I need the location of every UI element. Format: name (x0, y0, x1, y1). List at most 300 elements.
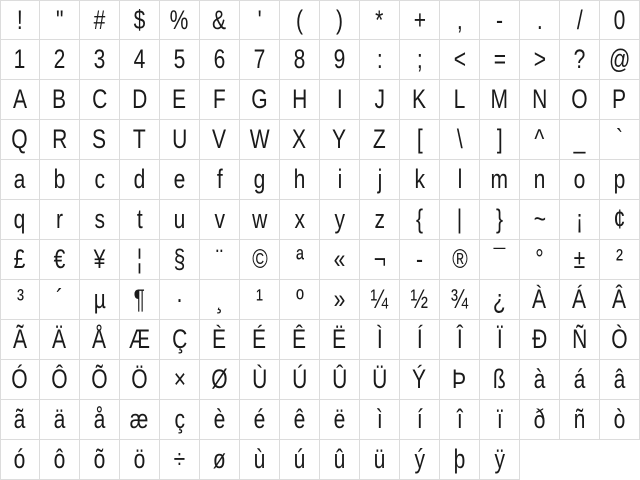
glyph-cell[interactable] (280, 200, 320, 240)
glyph: é (253, 404, 266, 434)
glyph: ù (253, 444, 266, 474)
glyph-cell[interactable] (0, 320, 40, 360)
glyph-cell[interactable] (160, 120, 200, 160)
glyph-cell[interactable] (240, 200, 280, 240)
glyph-cell[interactable] (160, 160, 200, 200)
glyph-cell[interactable] (280, 80, 320, 120)
glyph: ë (333, 404, 346, 434)
glyph-cell[interactable] (600, 200, 640, 240)
glyph-cell[interactable] (440, 400, 480, 440)
glyph-cell[interactable] (200, 160, 240, 200)
glyph-cell[interactable] (160, 400, 200, 440)
glyph-cell[interactable] (480, 200, 520, 240)
glyph-cell[interactable] (480, 240, 520, 280)
glyph-cell[interactable] (200, 240, 240, 280)
glyph-cell[interactable] (120, 280, 160, 320)
glyph-cell[interactable] (520, 160, 560, 200)
glyph-cell[interactable] (360, 200, 400, 240)
glyph: 6 (213, 44, 226, 74)
glyph: ú (293, 444, 306, 474)
glyph-cell[interactable] (520, 80, 560, 120)
glyph: E (172, 84, 187, 114)
glyph-cell[interactable] (400, 440, 440, 480)
glyph-cell[interactable] (40, 200, 80, 240)
glyph-cell[interactable] (0, 40, 40, 80)
glyph-cell[interactable] (120, 320, 160, 360)
glyph-cell[interactable] (40, 120, 80, 160)
glyph-cell[interactable] (240, 400, 280, 440)
glyph-cell[interactable] (560, 320, 600, 360)
glyph: ¡ (575, 204, 584, 234)
glyph: × (173, 364, 186, 394)
glyph-cell[interactable] (520, 360, 560, 400)
glyph-cell[interactable] (280, 160, 320, 200)
glyph-cell[interactable] (320, 160, 360, 200)
glyph: ( (295, 5, 304, 35)
glyph: e (173, 164, 186, 194)
glyph-cell[interactable] (200, 40, 240, 80)
empty-area (520, 440, 640, 480)
glyph-cell[interactable] (120, 240, 160, 280)
glyph-cell[interactable] (200, 400, 240, 440)
glyph: I (336, 84, 343, 114)
glyph-cell[interactable] (600, 280, 640, 320)
glyph-cell[interactable] (280, 40, 320, 80)
glyph: x (294, 204, 305, 234)
glyph: Ë (332, 324, 347, 354)
glyph-cell[interactable] (200, 320, 240, 360)
glyph-cell[interactable] (280, 360, 320, 400)
glyph: * (375, 5, 384, 35)
glyph-cell[interactable] (240, 120, 280, 160)
glyph-cell[interactable] (360, 80, 400, 120)
glyph: G (251, 84, 268, 114)
glyph: £ (14, 244, 26, 274)
glyph-cell[interactable] (440, 360, 480, 400)
glyph: Ä (52, 324, 67, 354)
glyph: 1 (14, 44, 26, 74)
glyph-cell[interactable] (240, 40, 280, 80)
glyph: u (173, 204, 186, 234)
glyph-cell[interactable] (480, 80, 520, 120)
glyph-cell[interactable] (240, 160, 280, 200)
glyph-cell[interactable] (40, 240, 80, 280)
glyph-cell[interactable] (320, 440, 360, 480)
glyph: t (136, 204, 143, 234)
glyph: õ (93, 444, 106, 474)
glyph-cell[interactable] (560, 80, 600, 120)
glyph: { (415, 204, 424, 234)
glyph-cell[interactable] (160, 360, 200, 400)
glyph-cell[interactable] (480, 360, 520, 400)
glyph-cell[interactable] (600, 80, 640, 120)
glyph-cell[interactable] (600, 120, 640, 160)
glyph: b (53, 164, 66, 194)
glyph-cell[interactable] (320, 400, 360, 440)
glyph: m (490, 164, 509, 194)
glyph-cell[interactable] (40, 40, 80, 80)
glyph-cell[interactable] (320, 360, 360, 400)
glyph-cell[interactable] (360, 40, 400, 80)
glyph: @ (608, 44, 631, 74)
glyph-cell[interactable] (120, 120, 160, 160)
glyph: Ç (171, 324, 188, 354)
glyph-cell[interactable] (560, 160, 600, 200)
glyph-cell[interactable] (40, 400, 80, 440)
glyph: ¿ (493, 284, 506, 314)
glyph-cell[interactable] (440, 120, 480, 160)
glyph: : (376, 44, 383, 74)
glyph-cell[interactable] (560, 280, 600, 320)
glyph-cell[interactable] (560, 400, 600, 440)
glyph-cell[interactable] (440, 280, 480, 320)
glyph-cell[interactable] (120, 160, 160, 200)
glyph-cell[interactable] (80, 320, 120, 360)
glyph: ¬ (373, 244, 386, 274)
glyph-cell[interactable] (240, 80, 280, 120)
glyph: w (251, 204, 268, 234)
glyph-cell[interactable] (400, 400, 440, 440)
glyph: ´ (55, 284, 64, 314)
glyph-cell[interactable] (280, 440, 320, 480)
glyph-cell[interactable] (0, 280, 40, 320)
glyph: M (490, 84, 509, 114)
glyph-cell[interactable] (240, 240, 280, 280)
glyph-cell[interactable] (40, 160, 80, 200)
glyph: ¸ (215, 284, 224, 314)
glyph-cell[interactable] (360, 440, 400, 480)
glyph: 2 (53, 44, 66, 74)
glyph-row (0, 400, 640, 440)
glyph: l (457, 164, 462, 194)
glyph: ð (533, 404, 546, 434)
glyph-cell[interactable] (200, 0, 240, 40)
glyph: ¹ (255, 284, 264, 314)
glyph-cell[interactable] (520, 320, 560, 360)
glyph-cell[interactable] (320, 280, 360, 320)
glyph-cell[interactable] (440, 200, 480, 240)
glyph-cell[interactable] (600, 400, 640, 440)
glyph-cell[interactable] (480, 400, 520, 440)
glyph-cell[interactable] (200, 440, 240, 480)
glyph-cell[interactable] (360, 240, 400, 280)
glyph: ¼ (370, 284, 389, 314)
glyph: ¨ (215, 244, 224, 274)
glyph: q (14, 204, 26, 234)
glyph: Ì (376, 324, 383, 354)
glyph-cell[interactable] (400, 240, 440, 280)
glyph: º (295, 284, 304, 314)
glyph-cell[interactable] (560, 360, 600, 400)
glyph: ' (257, 5, 262, 35)
glyph-cell[interactable] (80, 120, 120, 160)
glyph-cell[interactable] (0, 200, 40, 240)
glyph: " (55, 5, 64, 35)
glyph-cell[interactable] (320, 80, 360, 120)
glyph-cell[interactable] (560, 40, 600, 80)
glyph: » (333, 284, 346, 314)
glyph-cell[interactable] (160, 280, 200, 320)
glyph: B (52, 84, 67, 114)
glyph-cell[interactable] (120, 80, 160, 120)
glyph-cell[interactable] (40, 360, 80, 400)
glyph: Ê (292, 324, 307, 354)
glyph: 8 (293, 44, 306, 74)
glyph: ® (451, 244, 468, 274)
glyph-cell[interactable] (600, 320, 640, 360)
glyph-cell[interactable] (520, 240, 560, 280)
glyph: È (212, 324, 227, 354)
glyph-cell[interactable] (400, 160, 440, 200)
glyph: ï (496, 404, 503, 434)
glyph: ñ (573, 404, 586, 434)
glyph-cell[interactable] (400, 40, 440, 80)
glyph-cell[interactable] (200, 80, 240, 120)
glyph: T (133, 124, 146, 154)
glyph-cell[interactable] (320, 240, 360, 280)
glyph-cell[interactable] (80, 200, 120, 240)
glyph-cell[interactable] (520, 280, 560, 320)
glyph: ã (14, 404, 26, 434)
glyph-cell[interactable] (400, 320, 440, 360)
glyph-cell[interactable] (520, 200, 560, 240)
glyph-row (0, 280, 640, 320)
glyph-cell[interactable] (160, 440, 200, 480)
glyph: 4 (133, 44, 146, 74)
glyph-cell[interactable] (0, 160, 40, 200)
glyph: k (414, 164, 425, 194)
glyph-cell[interactable] (320, 320, 360, 360)
glyph-cell[interactable] (480, 120, 520, 160)
glyph-cell[interactable] (320, 200, 360, 240)
glyph: ° (535, 244, 544, 274)
glyph-cell[interactable] (240, 440, 280, 480)
glyph-cell[interactable] (360, 400, 400, 440)
glyph: µ (93, 284, 106, 314)
glyph-cell[interactable] (120, 200, 160, 240)
glyph-cell[interactable] (160, 240, 200, 280)
glyph-cell[interactable] (80, 240, 120, 280)
glyph-cell[interactable] (0, 240, 40, 280)
glyph-cell[interactable] (280, 280, 320, 320)
glyph: ? (573, 44, 586, 74)
glyph: û (333, 444, 346, 474)
glyph: Õ (91, 364, 108, 394)
glyph-cell[interactable] (480, 40, 520, 80)
glyph-cell[interactable] (80, 0, 120, 40)
glyph-cell[interactable] (400, 120, 440, 160)
glyph-cell[interactable] (480, 440, 520, 480)
glyph-cell[interactable] (400, 280, 440, 320)
glyph-cell[interactable] (600, 160, 640, 200)
glyph-cell[interactable] (80, 360, 120, 400)
glyph-cell[interactable] (400, 200, 440, 240)
glyph-cell[interactable] (120, 400, 160, 440)
glyph-cell[interactable] (200, 120, 240, 160)
glyph-cell[interactable] (120, 40, 160, 80)
glyph: · (175, 284, 184, 314)
glyph: ý (414, 444, 425, 474)
glyph-cell[interactable] (440, 320, 480, 360)
glyph-cell[interactable] (480, 160, 520, 200)
glyph-cell[interactable] (40, 280, 80, 320)
glyph: ó (14, 444, 26, 474)
glyph-cell[interactable] (440, 80, 480, 120)
glyph-cell[interactable] (480, 280, 520, 320)
glyph-cell[interactable] (520, 40, 560, 80)
glyph-cell[interactable] (160, 200, 200, 240)
glyph: U (171, 124, 188, 154)
glyph: p (613, 164, 626, 194)
glyph: > (533, 44, 546, 74)
glyph: ^ (534, 124, 545, 154)
glyph-cell[interactable] (600, 0, 640, 40)
glyph-cell[interactable] (0, 400, 40, 440)
glyph-cell[interactable] (40, 0, 80, 40)
glyph-cell[interactable] (320, 40, 360, 80)
glyph: å (93, 404, 106, 434)
glyph-cell[interactable] (120, 0, 160, 40)
glyph-cell[interactable] (520, 0, 560, 40)
glyph-cell[interactable] (400, 0, 440, 40)
glyph: A (12, 84, 28, 114)
glyph-cell[interactable] (160, 0, 200, 40)
glyph-cell[interactable] (480, 0, 520, 40)
glyph: « (333, 244, 346, 274)
glyph-cell[interactable] (600, 40, 640, 80)
glyph: è (213, 404, 226, 434)
glyph-row (0, 160, 640, 200)
glyph-cell[interactable] (240, 320, 280, 360)
glyph-cell[interactable] (0, 360, 40, 400)
glyph-cell[interactable] (440, 240, 480, 280)
glyph-cell[interactable] (80, 440, 120, 480)
glyph-cell[interactable] (400, 360, 440, 400)
glyph: - (415, 244, 424, 274)
glyph-cell[interactable] (560, 200, 600, 240)
glyph-cell[interactable] (160, 40, 200, 80)
glyph-cell[interactable] (80, 80, 120, 120)
glyph-cell[interactable] (280, 400, 320, 440)
glyph-cell[interactable] (320, 120, 360, 160)
glyph-cell[interactable] (240, 0, 280, 40)
glyph: æ (130, 404, 149, 434)
glyph-cell[interactable] (600, 360, 640, 400)
glyph: s (94, 204, 105, 234)
glyph-cell[interactable] (360, 280, 400, 320)
glyph: ì (376, 404, 383, 434)
glyph: ª (295, 244, 304, 274)
glyph: Í (416, 324, 423, 354)
glyph-cell[interactable] (560, 240, 600, 280)
glyph-cell[interactable] (280, 240, 320, 280)
glyph-cell[interactable] (0, 80, 40, 120)
glyph-cell[interactable] (240, 280, 280, 320)
glyph-cell[interactable] (560, 0, 600, 40)
glyph: n (533, 164, 546, 194)
glyph-cell[interactable] (120, 440, 160, 480)
glyph-cell[interactable] (160, 80, 200, 120)
glyph-cell[interactable] (400, 80, 440, 120)
glyph-cell[interactable] (440, 0, 480, 40)
glyph-cell[interactable] (600, 240, 640, 280)
glyph-cell[interactable] (0, 120, 40, 160)
glyph-cell[interactable] (440, 40, 480, 80)
glyph: R (51, 124, 68, 154)
glyph: # (93, 5, 106, 35)
glyph-cell[interactable] (0, 440, 40, 480)
glyph-cell[interactable] (200, 280, 240, 320)
glyph-cell[interactable] (240, 360, 280, 400)
glyph-cell[interactable] (80, 400, 120, 440)
glyph-cell[interactable] (520, 120, 560, 160)
glyph: & (212, 5, 227, 35)
glyph-cell[interactable] (360, 320, 400, 360)
glyph-row (0, 80, 640, 120)
glyph: ¥ (93, 244, 106, 274)
glyph-cell[interactable] (40, 320, 80, 360)
glyph: y (334, 204, 345, 234)
glyph-cell[interactable] (440, 440, 480, 480)
glyph-cell[interactable] (200, 360, 240, 400)
glyph: $ (133, 5, 146, 35)
glyph: Ï (496, 324, 503, 354)
glyph: ß (493, 364, 506, 394)
glyph: i (337, 164, 342, 194)
glyph-cell[interactable] (80, 40, 120, 80)
glyph-cell[interactable] (360, 360, 400, 400)
glyph: ! (17, 5, 23, 35)
glyph-cell[interactable] (280, 120, 320, 160)
glyph: _ (573, 124, 586, 154)
glyph: W (249, 124, 270, 154)
glyph: ü (373, 444, 386, 474)
glyph-cell[interactable] (80, 160, 120, 200)
glyph: r (55, 204, 64, 234)
glyph: K (412, 84, 427, 114)
glyph-cell[interactable] (200, 200, 240, 240)
glyph: g (253, 164, 266, 194)
glyph-cell[interactable] (40, 440, 80, 480)
glyph-cell[interactable] (360, 160, 400, 200)
glyph-cell[interactable] (560, 120, 600, 160)
glyph-cell[interactable] (520, 400, 560, 440)
glyph-cell[interactable] (320, 0, 360, 40)
glyph: = (493, 44, 506, 74)
glyph-cell[interactable] (80, 280, 120, 320)
glyph-cell[interactable] (280, 320, 320, 360)
glyph: € (53, 244, 66, 274)
glyph-cell[interactable] (360, 0, 400, 40)
glyph-cell[interactable] (440, 160, 480, 200)
glyph-cell[interactable] (360, 120, 400, 160)
glyph: À (532, 284, 547, 314)
glyph-cell[interactable] (480, 320, 520, 360)
glyph: ¾ (450, 284, 469, 314)
glyph: Æ (128, 324, 151, 354)
glyph: ± (573, 244, 586, 274)
glyph-cell[interactable] (160, 320, 200, 360)
glyph: Ð (531, 324, 548, 354)
glyph-cell[interactable] (120, 360, 160, 400)
glyph: 0 (613, 5, 626, 35)
glyph-cell[interactable] (280, 0, 320, 40)
glyph: ¢ (613, 204, 626, 234)
glyph: Ü (371, 364, 388, 394)
glyph-cell[interactable] (40, 80, 80, 120)
glyph: ³ (16, 284, 24, 314)
glyph-cell[interactable] (0, 0, 40, 40)
